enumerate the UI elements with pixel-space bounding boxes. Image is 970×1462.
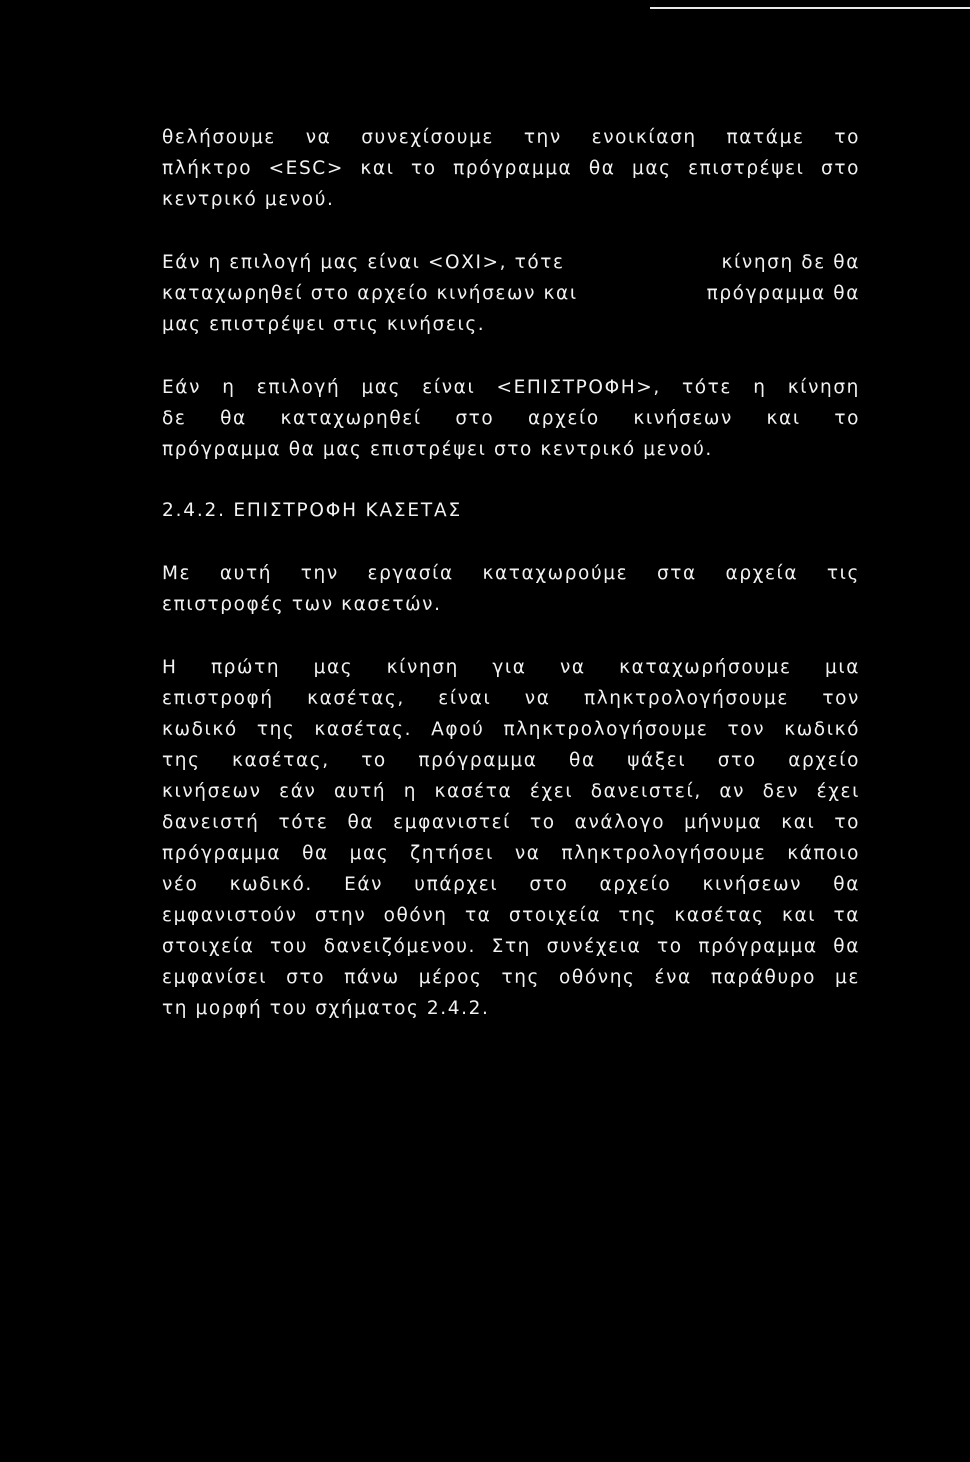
paragraph-continuation [162, 122, 860, 215]
paragraph-line-left: Εάν η επιλογή μας είναι <ΟΧΙ>, τότε [162, 252, 565, 273]
paragraph-line-right: πρόγραμμα θα [706, 283, 860, 304]
paragraph-line: πρόγραμμα θα μας ζητήσει να πληκτρολογήσουμε κάποιο [162, 843, 860, 864]
paragraph-line [162, 247, 860, 278]
paragraph-line: στοιχεία του δανειζόμενου. Στη συνέχεια το πρόγραμμα θα [162, 936, 860, 957]
paragraph-line: νέο κωδικό. Εάν υπάρχει στο αρχείο κινήσεων θα [162, 874, 860, 895]
paragraph-line: κεντρικό μενού. [162, 189, 335, 210]
paragraph-line [162, 278, 860, 309]
document-page [162, 122, 860, 1024]
paragraph-line: επιστροφή κασέτας, είναι να πληκτρολογήσουμε τον [162, 688, 860, 709]
paragraph-line: Εάν η επιλογή μας είναι <ΕΠΙΣΤΡΟΦΗ>, τότε η κίνηση [162, 377, 860, 398]
paragraph-line: δανειστή τότε θα εμφανιστεί το ανάλογο μήνυμα και το [162, 812, 860, 833]
paragraph-intro [162, 558, 860, 620]
paragraph-line: Η πρώτη μας κίνηση για να καταχωρήσουμε μια [162, 657, 860, 678]
paragraph-line-right: κίνηση δε θα [721, 252, 860, 273]
paragraph-line: μας επιστρέψει στις κινήσεις. [162, 314, 486, 335]
paragraph-procedure [162, 652, 860, 1024]
paragraph-line: εμφανιστούν στην οθόνη τα στοιχεία της κασέτας και τα [162, 905, 860, 926]
paragraph-no-option [162, 247, 860, 340]
section-heading: 2.4.2. ΕΠΙΣΤΡΟΦΗ ΚΑΣΕΤΑΣ [162, 500, 462, 521]
paragraph-line: εμφανίσει στο πάνω μέρος της οθόνης ένα παράθυρο με [162, 967, 860, 988]
paragraph-line: κωδικό της κασέτας. Αφού πληκτρολογήσουμε τον κωδικό [162, 719, 860, 740]
top-rule [650, 7, 970, 9]
paragraph-line: επιστροφές των κασετών. [162, 594, 442, 615]
paragraph-line: Με αυτή την εργασία καταχωρούμε στα αρχεία τις [162, 563, 860, 584]
paragraph-line: δε θα καταχωρηθεί στο αρχείο κινήσεων και το [162, 408, 860, 429]
paragraph-line: πλήκτρο <ESC> και το πρόγραμμα θα μας επιστρέψει στο [162, 158, 860, 179]
paragraph-line: πρόγραμμα θα μας επιστρέψει στο κεντρικό μενού. [162, 439, 713, 460]
paragraph-line: κινήσεων εάν αυτή η κασέτα έχει δανειστεί, αν δεν έχει [162, 781, 860, 802]
paragraph-line-left: καταχωρηθεί στο αρχείο κινήσεων και [162, 283, 578, 304]
paragraph-return-option [162, 372, 860, 465]
paragraph-line: τη μορφή του σχήματος 2.4.2. [162, 998, 490, 1019]
paragraph-line: θελήσουμε να συνεχίσουμε την ενοικίαση πατάμε το [162, 127, 860, 148]
paragraph-line: της κασέτας, το πρόγραμμα θα ψάξει στο αρχείο [162, 750, 860, 771]
